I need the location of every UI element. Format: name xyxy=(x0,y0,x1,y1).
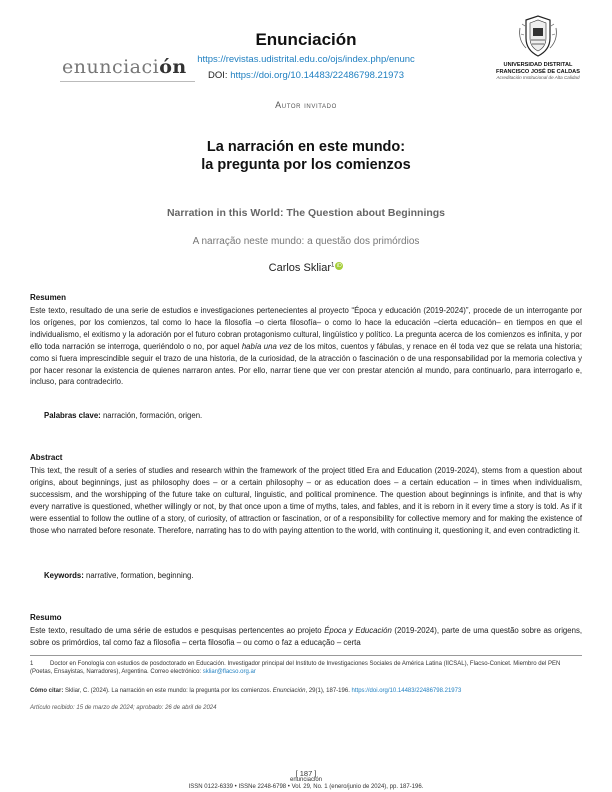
footnote: 1 Doctor en Fonología con estudios de posdoctorado en Educación. Investigador principal del Instituto de Investigaciones Sociales de América Latina (IICSAL), Flacso-Conicet. Miembro del PEN (Poetas, Ensayistas, Narradores), Argentina. Correo electrónico: skliar@flacso.org.ar xyxy=(30,661,561,676)
article-title-es: La narración en este mundo: la pregunta por los comienzos xyxy=(201,139,411,173)
article-title-en: Narration in this World: The Question about Beginnings xyxy=(166,207,446,219)
author-footnote-marker: 1 xyxy=(331,262,335,269)
journal-url-link[interactable]: https://revistas.udistrital.edu.co/ojs/index.php/enunc xyxy=(197,54,415,65)
how-to-cite: Cómo citar: Skliar, C. (2024). La narración en este mundo: la pregunta por los comienzos. Enunciación, 29(1), 187-196. https://doi.org/10.14483/22486798.21973 xyxy=(30,688,462,694)
abstract-keywords: Keywords: narrative, formation, beginning. xyxy=(44,571,194,580)
footnote-email-link[interactable]: skliar@flacso.org.ar xyxy=(202,669,256,676)
page-number: [ 187 ] xyxy=(295,769,317,778)
logo-underline xyxy=(60,81,195,82)
university-seal-icon xyxy=(516,14,560,60)
page-journal-name: enunciación xyxy=(289,777,323,783)
abstract-body: This text, the result of a series of studies and research within the framework of the project titled Era and Education (2019-2024), stems from a question about origins, about beginnings, just as philosophy does – or a certain philosophy – or as education does – a certain education – in times when individualism, successism, and the worshipping of the future take on cultural, linguistic, and political prominence. The question about beginnings is infinite, and that is why every narrative is questioned, whether willingly or not, by that once upon a time of myths, tales, and fables, and it is reborn in it every time a story is told. As if it were essential to follow the outline of a story, of curiosity, of attraction or fascination, or of a responsibility for collective memory and for making the existence of those who narrated before resonate. Therefore, narrating has to do with paying attention to the world, with continuing it, questioning it, and even contradicting it. xyxy=(30,466,582,535)
journal-doi: DOI: https://doi.org/10.14483/22486798.21973 xyxy=(208,70,404,81)
journal-title: Enunciación xyxy=(255,30,357,49)
university-accreditation: Acreditación Institucional de Alta Calidad xyxy=(496,75,580,80)
section-label: Autor invitado xyxy=(275,100,337,110)
abstract-heading: Abstract xyxy=(30,453,63,462)
university-name: UNIVERSIDAD DISTRITAL FRANCISCO JOSÉ DE CALDAS xyxy=(496,62,580,75)
cite-doi-link[interactable]: https://doi.org/10.14483/22486798.21973 xyxy=(351,688,462,694)
article-title-pt: A narração neste mundo: a questão dos primórdios xyxy=(192,236,420,247)
author-name: Carlos Skliar$^1$ iD xyxy=(268,262,342,274)
footnote-divider xyxy=(30,655,582,656)
resumen-body: Este texto, resultado de una serie de estudios e investigaciones pertenecientes al proyecto “Época y educación (2019-2024)”, procede de un interrogante por los orígenes, por los comienzos, tal como lo hace la filosofía –o cierta filosofía– o como lo hace la educación –cierta educación– en tiempos en que el individualismo, el exitismo y la adoración por el futuro cobran protagonismo cultural, lingüístico y político. La pregunta acerca de los comienzos es infinita, y por ello toda narración se interroga, queriéndolo o no, por aquel había una vez de los mitos, cuentos y fábulas, y renace en él toda vez que se relata una historia; como si fuera imprescindible seguir el trazo de una historia, de la curiosidad, de la atracción o fascinación o de una responsabilidad por la memoria colectiva y por hacer resonar la existencia de quienes narraron antes. Por ello, narrar tiene que ver con prestar atención al mundo, para continuarlo, para interrogarlo e, incluso, para contradecirlo. xyxy=(30,306,582,387)
journal-logo: enunciación xyxy=(62,56,187,78)
orcid-icon[interactable]: iD xyxy=(336,263,342,269)
resumo-heading: Resumo xyxy=(30,613,62,622)
resumen-heading: Resumen xyxy=(30,293,67,302)
resumo-body: Este texto, resultado de uma série de estudos e pesquisas pertencentes ao projeto Época y Educación (2019-2024), parte de uma questão sobre as origens, sobre os primórdios, tal como faz a filosofia – certa filosofia – ou como o faz a educação – certa xyxy=(30,626,583,647)
issn-line: ISSN 0122-6339 • ISSNe 2248-6798 • Vol. 29, No. 1 (enero/junio de 2024), pp. 187-196. xyxy=(188,784,424,790)
doi-link[interactable]: https://doi.org/10.14483/22486798.21973 xyxy=(230,70,404,81)
article-dates: Artículo recibido: 15 de marzo de 2024; aprobado: 26 de abril de 2024 xyxy=(30,705,217,711)
resumen-keywords: Palabras clave: narración, formación, origen. xyxy=(44,411,203,420)
